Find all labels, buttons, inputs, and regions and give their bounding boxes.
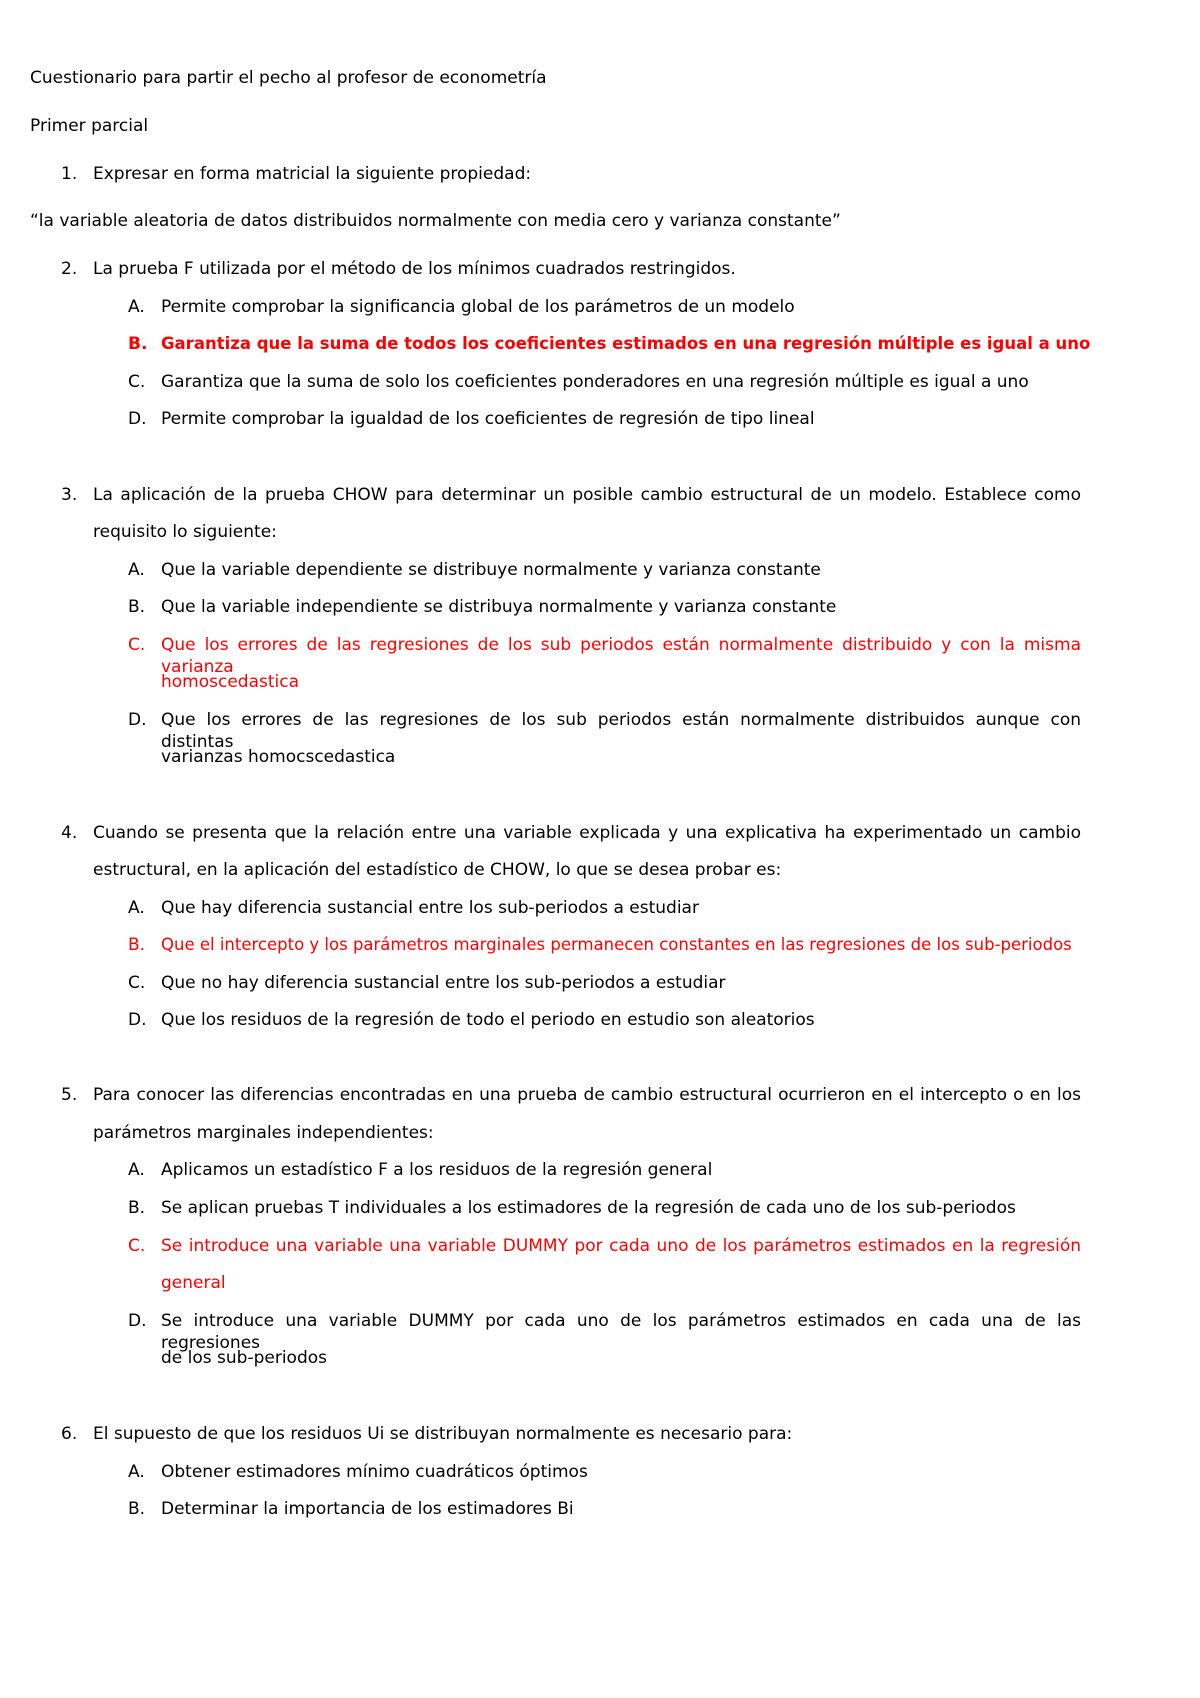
- q6-option-a-text: Obtener estimadores mínimo cuadráticos óptimos: [161, 1462, 588, 1482]
- q4-option-a-letter: A.: [128, 898, 145, 918]
- question-2-number: 2.: [61, 259, 78, 279]
- q3-option-a-text: Que la variable dependiente se distribuye normalmente y varianza constante: [161, 560, 821, 580]
- question-4-text-line2: estructural, en la aplicación del estadístico de CHOW, lo que se desea probar es:: [93, 860, 782, 880]
- q2-option-c-text: Garantiza que la suma de solo los coeficientes ponderadores en una regresión múltiple es igual a uno: [161, 372, 1029, 392]
- q3-option-c-text-answer-line2: homoscedastica: [161, 672, 300, 692]
- q6-option-a-letter: A.: [128, 1462, 145, 1482]
- question-1-text: Expresar en forma matricial la siguiente propiedad:: [93, 164, 532, 184]
- q5-option-c-text-answer-line2: general: [161, 1273, 226, 1293]
- question-1-number: 1.: [61, 164, 78, 184]
- q2-option-a-text: Permite comprobar la significancia global de los parámetros de un modelo: [161, 297, 795, 317]
- q5-option-a-letter: A.: [128, 1160, 145, 1180]
- q6-option-b-text: Determinar la importancia de los estimadores Bi: [161, 1499, 574, 1519]
- q4-option-d-text: Que los residuos de la regresión de todo el periodo en estudio son aleatorios: [161, 1010, 815, 1030]
- q4-option-c-letter: C.: [128, 973, 146, 993]
- q6-option-b-letter: B.: [128, 1499, 146, 1519]
- document-title: Cuestionario para partir el pecho al profesor de econometría: [30, 68, 547, 88]
- q5-option-d-text-line1: Se introduce una variable DUMMY por cada uno de los parámetros estimados en cada una de las regresiones: [161, 1311, 1081, 1353]
- q5-option-d-text-line2: de los sub-periodos: [161, 1348, 328, 1368]
- q3-option-d-letter: D.: [128, 710, 147, 730]
- q2-option-a-letter: A.: [128, 297, 145, 317]
- q4-option-d-letter: D.: [128, 1010, 147, 1030]
- q5-option-b-text: Se aplican pruebas T individuales a los estimadores de la regresión de cada uno de los sub-periodos: [161, 1198, 1016, 1218]
- q3-option-b-text: Que la variable independiente se distribuya normalmente y varianza constante: [161, 597, 837, 617]
- question-2-text: La prueba F utilizada por el método de los mínimos cuadrados restringidos.: [93, 259, 736, 279]
- question-5-number: 5.: [61, 1085, 78, 1105]
- q5-option-c-letter: C.: [128, 1236, 146, 1256]
- question-4-text-line1: Cuando se presenta que la relación entre una variable explicada y una explicativa ha experimentado un cambio: [93, 823, 1081, 843]
- q3-option-d-text-line2: varianzas homocscedastica: [161, 747, 396, 767]
- question-6-number: 6.: [61, 1424, 78, 1444]
- q3-option-b-letter: B.: [128, 597, 146, 617]
- q4-option-c-text: Que no hay diferencia sustancial entre los sub-periodos a estudiar: [161, 973, 726, 993]
- question-3-text-line1: La aplicación de la prueba CHOW para determinar un posible cambio estructural de un modelo. Establece como: [93, 485, 1081, 505]
- q3-option-c-letter: C.: [128, 635, 146, 655]
- question-3-text-line2: requisito lo siguiente:: [93, 522, 277, 542]
- question-5-text-line2: parámetros marginales independientes:: [93, 1123, 434, 1143]
- q3-option-a-letter: A.: [128, 560, 145, 580]
- q2-option-b-text-answer: Garantiza que la suma de todos los coeficientes estimados en una regresión múltiple es igual a uno: [161, 334, 1091, 353]
- q5-option-d-letter: D.: [128, 1311, 147, 1331]
- q2-option-d-letter: D.: [128, 409, 147, 429]
- q4-option-a-text: Que hay diferencia sustancial entre los sub-periodos a estudiar: [161, 898, 699, 918]
- question-6-text: El supuesto de que los residuos Ui se distribuyan normalmente es necesario para:: [93, 1424, 793, 1444]
- q2-option-b-letter: B.: [128, 334, 148, 354]
- q3-option-d-text-line1: Que los errores de las regresiones de los sub periodos están normalmente distribuidos aunque con distintas: [161, 710, 1081, 752]
- document-subtitle: Primer parcial: [30, 116, 149, 136]
- q5-option-b-letter: B.: [128, 1198, 146, 1218]
- q3-option-c-text-answer-line1: Que los errores de las regresiones de los sub periodos están normalmente distribuido y con la misma varianza: [161, 635, 1081, 677]
- question-5-text-line1: Para conocer las diferencias encontradas en una prueba de cambio estructural ocurrieron en el intercepto o en los: [93, 1085, 1081, 1105]
- question-3-number: 3.: [61, 485, 78, 505]
- question-1-quote: “la variable aleatoria de datos distribuidos normalmente con media cero y varianza constante”: [30, 211, 841, 231]
- q4-option-b-letter: B.: [128, 935, 146, 955]
- q2-option-c-letter: C.: [128, 372, 146, 392]
- q2-option-d-text: Permite comprobar la igualdad de los coeficientes de regresión de tipo lineal: [161, 409, 815, 429]
- q5-option-a-text: Aplicamos un estadístico F a los residuos de la regresión general: [161, 1160, 713, 1180]
- question-4-number: 4.: [61, 823, 78, 843]
- q4-option-b-text-answer: Que el intercepto y los parámetros marginales permanecen constantes en las regresiones de los sub-periodos: [161, 935, 1072, 954]
- q5-option-c-text-answer-line1: Se introduce una variable una variable DUMMY por cada uno de los parámetros estimados en la regresión: [161, 1236, 1081, 1256]
